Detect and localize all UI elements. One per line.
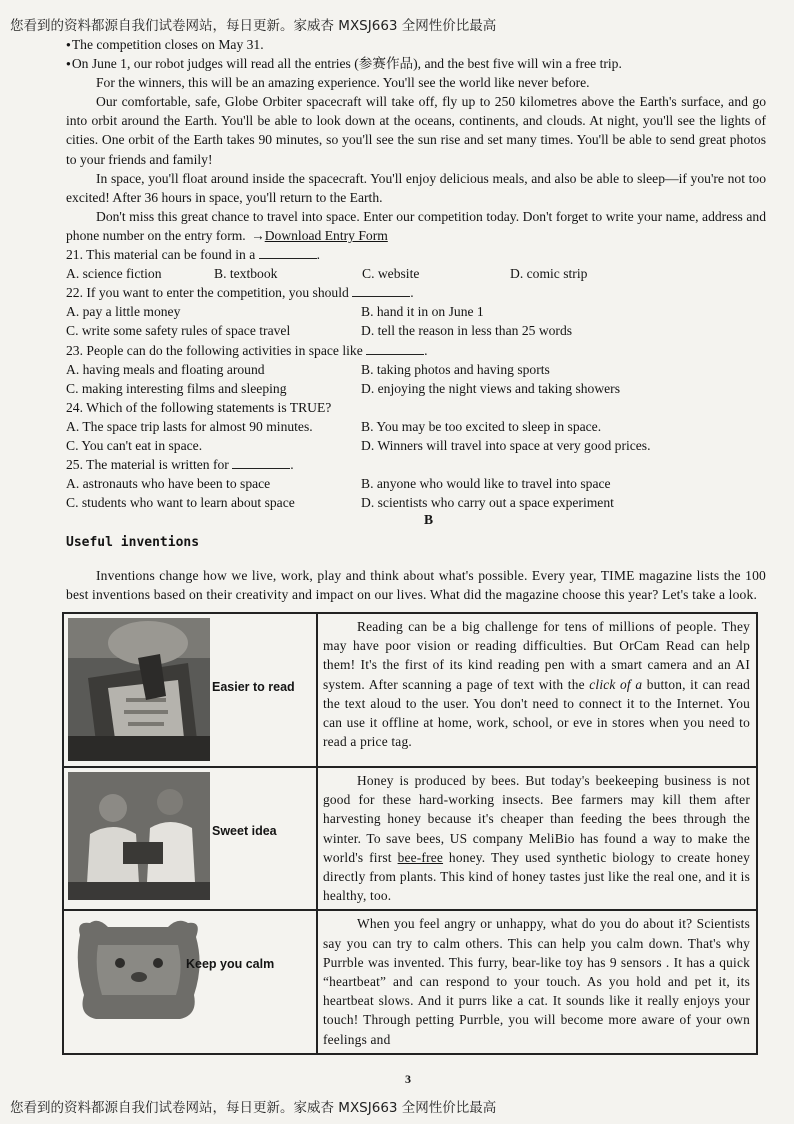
invention-description: When you feel angry or unhappy, what do you do about it? Scientists say you can try to calm others. This can help you calm down. That's why Purrble was invented. This furry, bear-like toy has 9 sensors . It has a quick “heartbeat” and can respond to your touch. As you hold and pet it, its heartbeat slows. And it purrs like a cat. It sounds like it really enjoys your touch! Through petting Purrble, you will become more aware of your own feelings and bbox=[323, 916, 750, 1047]
invention-description-cell bbox=[317, 613, 757, 767]
description-text-end: button, it can read the text aloud to the user. You don't need to connect it to the Internet. You can use it offline at home, work, school, or eve in stores when you need to read a price tag. bbox=[323, 676, 751, 750]
page-number: 3 bbox=[405, 1072, 411, 1086]
options-grid bbox=[66, 417, 766, 455]
invention-label: Sweet idea bbox=[212, 824, 277, 838]
invention-description bbox=[323, 771, 750, 905]
invention-description-cell bbox=[317, 767, 757, 910]
passage-paragraph-2: Our comfortable, safe, Globe Orbiter spacecraft will take off, fly up to 250 kilometres above the Earth's surface, and go into orbit around the Earth. You'll be able to look down at the oceans, continents, and clouds. At night, you'll see the lights of cities. One orbit of the Earth takes 90 minutes, so you'll see the sun rise and set many times. You'll be able to send great photos to your friends and family! bbox=[66, 94, 766, 167]
section-intro: Inventions change how we live, work, play and think about what's possible. Every year, TIME magazine lists the 100 best inventions based on their creativity and impact on our lives. What did the magazine choose this year? Let's take a look. bbox=[66, 568, 766, 603]
options-grid bbox=[66, 264, 766, 283]
options-grid bbox=[66, 360, 766, 398]
answer-blank bbox=[352, 283, 410, 297]
arrow-icon: → bbox=[251, 227, 265, 243]
options-grid bbox=[66, 302, 766, 340]
passage-paragraph-3: In space, you'll float around inside the spacecraft. You'll enjoy delicious meals, and also be able to sleep—if you're not too excited! After 36 hours in space, you'll return to the Earth. bbox=[66, 170, 766, 205]
option-b: B. You may be too excited to sleep in space. bbox=[361, 418, 602, 434]
inventions-table bbox=[62, 612, 758, 1055]
watermark-top: 您看到的资料都源自我们试卷网站，每日更新。家威杏 MXSJ663 全网性价比最高 bbox=[10, 18, 497, 34]
option-d: D. tell the reason in less than 25 words bbox=[361, 323, 573, 339]
reading-pen-photo-icon bbox=[68, 618, 210, 761]
invention-label: Easier to read bbox=[212, 680, 295, 694]
question-stem: People can do the following activities in space like bbox=[86, 342, 363, 358]
invention-image-cell bbox=[63, 767, 317, 910]
question-number: 22. bbox=[66, 285, 83, 301]
bullet-closing-date: ● The competition closes on May 31. bbox=[66, 35, 766, 54]
invention-image-cell bbox=[63, 613, 317, 767]
option-a: A. The space trip lasts for almost 90 minutes. bbox=[66, 418, 313, 434]
description-text: Reading can be a big challenge for tens of millions of people. They may have poor vision or reading difficulties. But OrCam Read can help them! It's the first of its kind reading pen with a smart camera and an AI system. After scanning a page of text with the bbox=[323, 619, 750, 692]
question-stem: If you want to enter the competition, you should bbox=[86, 285, 349, 301]
question-23 bbox=[66, 341, 766, 360]
invention-row bbox=[63, 767, 757, 910]
option-b: B. textbook bbox=[214, 266, 278, 282]
question-stem: Which of the following statements is TRUE? bbox=[86, 399, 332, 415]
option-d: D. scientists who carry out a space experiment bbox=[361, 495, 614, 511]
option-a: A. astronauts who have been to space bbox=[66, 476, 271, 492]
option-b: B. hand it in on June 1 bbox=[361, 304, 484, 320]
paragraph-4-text: Don't miss this great chance to travel into space. Enter our competition today. Don't forget to write your name, address and phone number on the entry form. bbox=[66, 208, 766, 243]
watermark-bottom: 您看到的资料都源自我们试卷网站，每日更新。家威杏 MXSJ663 全网性价比最高 bbox=[10, 1100, 497, 1116]
question-21 bbox=[66, 245, 766, 264]
option-c: C. write some safety rules of space travel bbox=[66, 323, 291, 339]
questions-block bbox=[66, 245, 766, 512]
question-end: . bbox=[290, 457, 294, 473]
question-22 bbox=[66, 283, 766, 302]
question-number: 23. bbox=[66, 342, 83, 358]
answer-blank bbox=[366, 341, 424, 355]
invention-description bbox=[323, 617, 750, 751]
option-a: A. pay a little money bbox=[66, 304, 181, 320]
section-letter: B bbox=[423, 512, 434, 528]
option-d: D. enjoying the night views and taking showers bbox=[361, 380, 620, 396]
section-heading: Useful inventions bbox=[66, 535, 200, 551]
option-a: A. having meals and floating around bbox=[66, 361, 265, 377]
passage-paragraph-1: For the winners, this will be an amazing experience. You'll see the world like never before. bbox=[96, 75, 590, 91]
invention-label: Keep you calm bbox=[186, 957, 275, 972]
question-end: . bbox=[316, 247, 321, 263]
option-b: B. anyone who would like to travel into space bbox=[361, 476, 611, 492]
option-d: D. Winners will travel into space at very good prices. bbox=[361, 437, 651, 453]
download-entry-form-link[interactable]: Download Entry Form bbox=[264, 227, 388, 243]
answer-blank bbox=[259, 245, 317, 259]
description-underlined: bee-free bbox=[397, 849, 444, 865]
option-c: C. website bbox=[362, 266, 420, 282]
beekeepers-photo-icon bbox=[68, 772, 210, 900]
option-d: D. comic strip bbox=[510, 266, 588, 282]
question-stem: This material can be found in a bbox=[86, 247, 256, 263]
question-end: . bbox=[410, 285, 414, 301]
option-c: C. You can't eat in space. bbox=[66, 437, 203, 453]
option-b: B. taking photos and having sports bbox=[361, 361, 550, 377]
option-c: C. making interesting films and sleeping bbox=[66, 380, 287, 396]
question-24 bbox=[66, 398, 766, 417]
passage-paragraph-4 bbox=[66, 207, 766, 245]
question-number: 21. bbox=[66, 247, 83, 263]
question-number: 25. bbox=[66, 457, 83, 473]
question-stem: The material is written for bbox=[86, 457, 229, 473]
options-grid bbox=[66, 474, 766, 512]
option-c: C. students who want to learn about space bbox=[66, 495, 295, 511]
invention-image-cell bbox=[63, 910, 317, 1053]
question-25 bbox=[66, 455, 766, 474]
question-number: 24. bbox=[66, 399, 83, 415]
invention-row bbox=[63, 910, 757, 1053]
document-body bbox=[66, 35, 766, 618]
invention-row bbox=[63, 613, 757, 767]
description-italic: click of a bbox=[589, 676, 643, 692]
answer-blank bbox=[232, 455, 290, 469]
question-end: . bbox=[424, 342, 428, 358]
invention-description-cell bbox=[317, 910, 757, 1053]
option-a: A. science fiction bbox=[66, 266, 162, 282]
bullet-judging: ● On June 1, our robot judges will read all the entries (参赛作品), and the best five will win a free trip. bbox=[66, 54, 766, 73]
description-text-end: honey. They used synthetic biology to create honey directly from plants. This kind of honey tastes just like the real one, and it is healthy, too. bbox=[323, 849, 751, 904]
description-text: Honey is produced by bees. But today's beekeeping business is not good for these hard-working insects. Bee farmers may kill them after harvesting honey because it's cheaper than feeding the bees through the winter. To save bees, US company MeliBio has found a way to make the world's first bbox=[323, 773, 750, 865]
